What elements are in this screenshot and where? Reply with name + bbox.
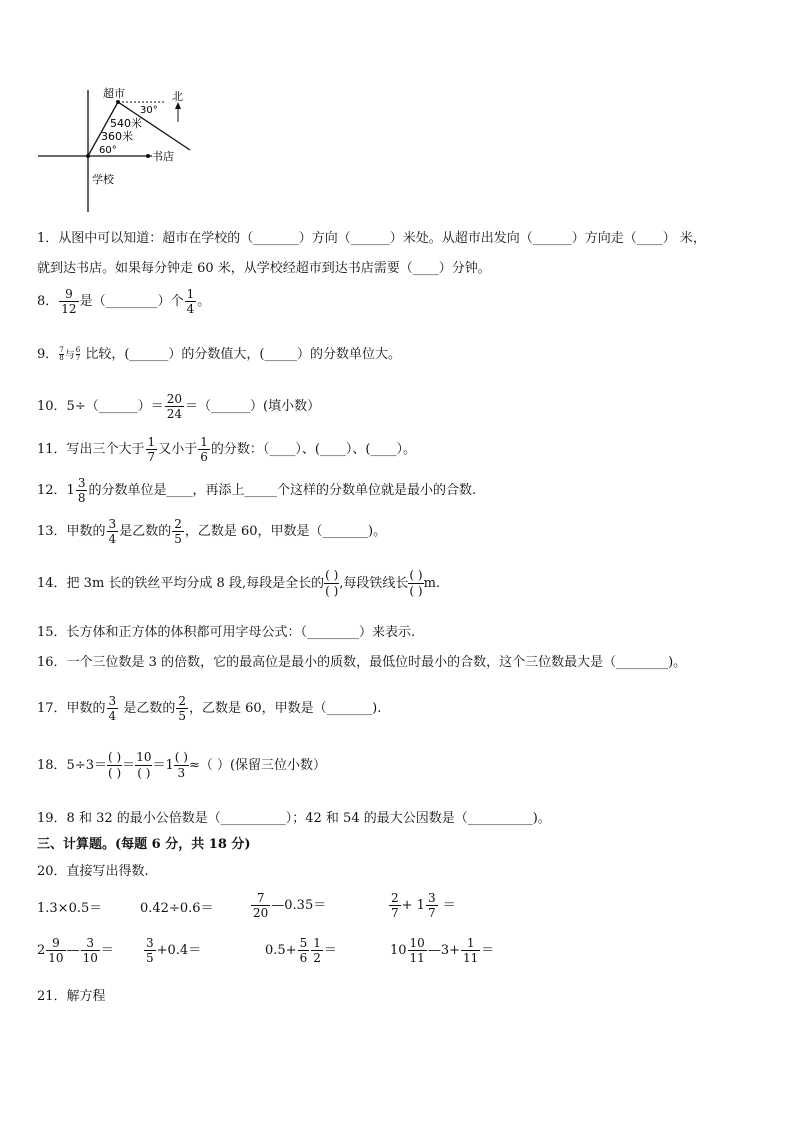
north-arrow-head	[175, 102, 181, 109]
q14: 14．把 3m 长的铁丝平均分成 8 段,每段是全长的 $\frac{( )}{( )}$ ,每段铁线长 $\frac{( )}{( )}$ m.	[37, 568, 441, 598]
q20-r2c3: 0.5+ $\frac{5}{6}$ $\frac{1}{2}$ ＝	[265, 936, 337, 965]
q13: 13．甲数的 $\frac{3}{4}$ 是乙数的 $\frac{2}{5}$ ，乙数是 60，甲数是（_______)。	[37, 517, 387, 546]
label-north: 北	[172, 90, 183, 103]
label-supermarket: 超市	[103, 87, 125, 100]
q1-line1: 1．从图中可以知道：超市在学校的（_______）方向（______）米处。从超市出发向（______）方向走（____） 米，	[37, 231, 706, 246]
supermarket-dot	[116, 100, 120, 104]
q20-r1c4: $\frac{2}{7}$ + 1 $\frac{3}{7}$ ＝	[391, 891, 456, 920]
q18: 18．5÷3＝ $\frac{( )}{( )}$ ＝ $\frac{10}{( )}$ ＝1 $\frac{( )}{3}$ ≈（ ）(保留三位小数）	[37, 750, 327, 780]
bookstore-dot	[146, 154, 150, 158]
q20-r1c3: $\frac{7}{20}$ —0.35＝	[253, 891, 327, 920]
q20-title: 20．直接写出得数.	[37, 864, 149, 879]
label-bookstore: 书店	[152, 150, 174, 163]
q20-r1c2: 0.42÷0.6＝	[140, 901, 214, 916]
map-diagram	[30, 80, 250, 220]
label-angle30: 30°	[140, 105, 158, 116]
q8-frac2: $\frac{1}{4}$	[186, 287, 195, 316]
label-360: 360米	[101, 130, 133, 143]
q8-frac1: $\frac{9}{12}$	[61, 287, 77, 316]
q1-line2: 就到达书店。如果每分钟走 60 米，从学校经超市到达书店需要（____）分钟。	[37, 261, 491, 276]
q20-r1c1: 1.3×0.5＝	[37, 901, 103, 916]
q20-r2c2: $\frac{3}{5}$ +0.4＝	[146, 936, 202, 965]
label-angle60: 60°	[99, 145, 117, 156]
label-school: 学校	[92, 173, 114, 186]
q17: 17．甲数的 $\frac{3}{4}$ 是乙数的 $\frac{2}{5}$ ，乙数是 60，甲数是（_______).	[37, 694, 382, 723]
q9: 9． $\frac{7}{8}$与 $\frac{6}{7}$ 比较，(______）的分数值大，(_____）的分数单位大。	[37, 346, 401, 362]
school-dot	[86, 154, 90, 158]
q21-title: 21．解方程	[37, 989, 106, 1004]
q19: 19．8 和 32 的最小公倍数是（__________）；42 和 54 的最大公因数是（__________)。	[37, 811, 551, 826]
section3-title: 三、计算题。(每题 6 分，共 18 分)	[37, 837, 251, 852]
q16: 16．一个三位数是 3 的倍数，它的最高位是最小的质数，最低位时最小的合数，这个三位数最大是（________)。	[37, 655, 687, 670]
q12: 12．1 $\frac{3}{8}$ 的分数单位是____，再添上_____个这样的分数单位就是最小的合数.	[37, 476, 477, 505]
q20-r2c4: 10 $\frac{10}{11}$ —3+ $\frac{1}{11}$ ＝	[390, 936, 495, 965]
q15: 15．长方体和正方体的体积都可用字母公式：（________）来表示.	[37, 625, 416, 640]
q20-r2c1: 2 $\frac{9}{10}$ — $\frac{3}{10}$ ＝	[37, 936, 114, 965]
q8: 8． $\frac{9}{12}$ 是（________）个 $\frac{1}{4}$ 。	[37, 287, 211, 316]
label-540: 540米	[110, 117, 142, 130]
q10: 10．5÷（______）＝ $\frac{20}{24}$ ＝（______）(填小数）	[37, 392, 321, 421]
q11: 11．写出三个大于 $\frac{1}{7}$ 又小于 $\frac{1}{6}$ 的分数：（____）、(____）、(____）。	[37, 435, 416, 464]
